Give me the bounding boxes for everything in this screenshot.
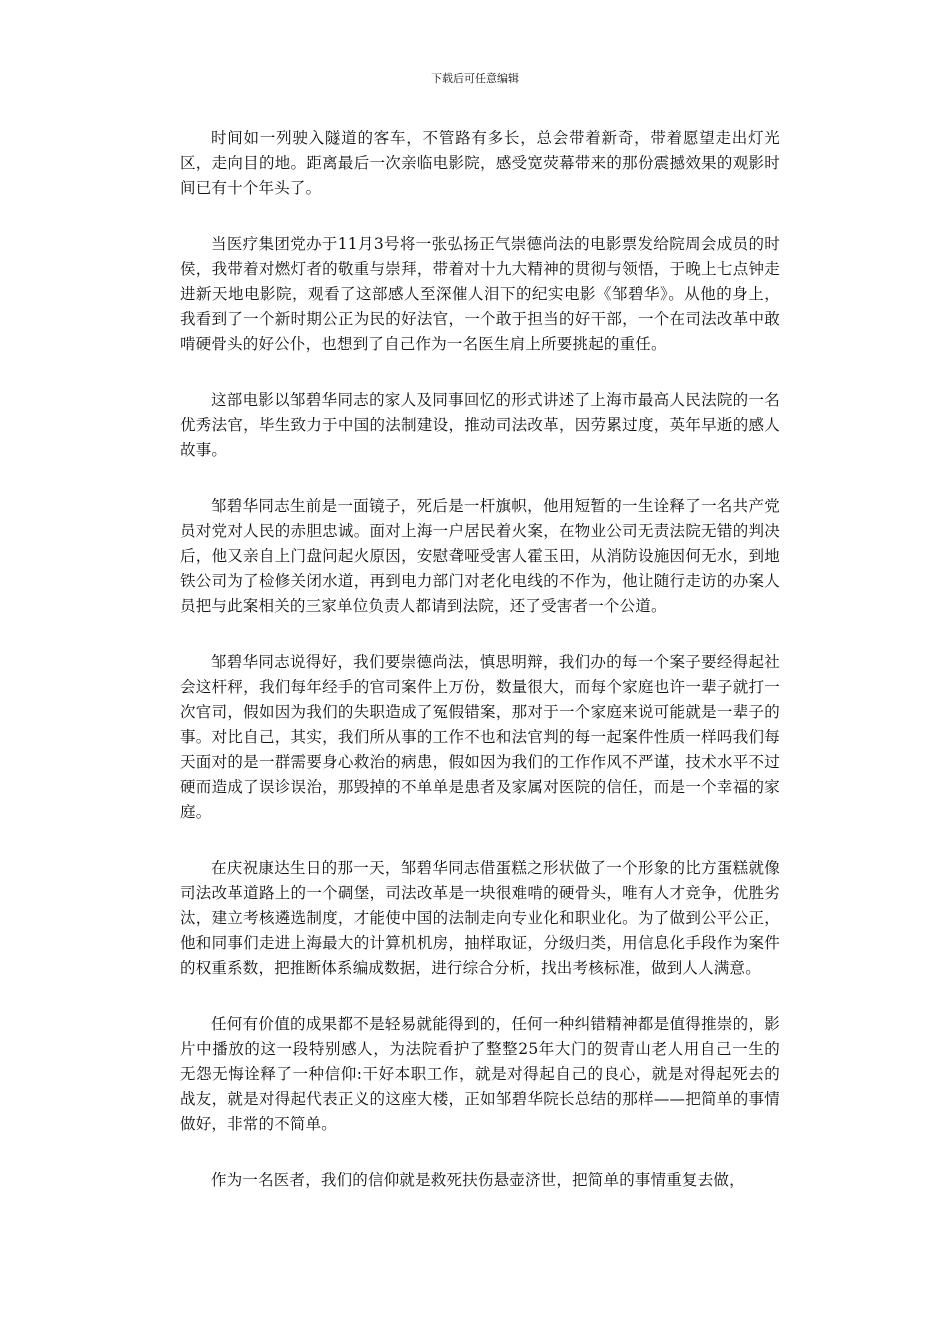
paragraph: 作为一名医者，我们的信仰就是救死扶伤悬壶济世，把简单的事情重复去做， xyxy=(211,1171,745,1189)
paragraph: 时间如一列驶入隧道的客车，不管路有多长，总会带着新奇，带着愿望走出灯光区，走向目的地。距离最后一次亲临电影院，感受宽荧幕带来的那份震撼效果的观影时间已有十个年头了。 xyxy=(180,129,780,197)
paragraph: 在庆祝康达生日的那一天，邹碧华同志借蛋糕之形状做了一个形象的比方蛋糕就像司法改革道路上的一个碉堡，司法改革是一块很难啃的硬骨头，唯有人才竞争，优胜劣汰，建立考核遴选制度，才能使中国的法制走向专业化和职业化。为了做到公平公正，他和同事们走进上海最大的计算机机房，抽样取证，分级归类，用信息化手段作为案件的权重系数，把推断体系编成数据，进行综合分析，找出考核标准，做到人人满意。 xyxy=(180,859,780,977)
paragraph: 当医疗集团党办于11月3号将一张弘扬正气崇德尚法的电影票发给院周会成员的时侯，我带着对燃灯者的敬重与崇拜，带着对十九大精神的贯彻与领悟，于晚上七点钟走进新天地电影院，观看了这部感人至深催人泪下的纪实电影《邹碧华》。从他的身上，我看到了一个新时期公正为民的好法官，一个敢于担当的好干部，一个在司法改革中敢啃硬骨头的好公仆，也想到了自己作为一名医生肩上所要挑起的重任。 xyxy=(180,235,780,353)
page-header-note: 下载后可任意编辑 xyxy=(431,72,519,85)
paragraph: 任何有价值的成果都不是轻易就能得到的，任何一种纠错精神都是值得推崇的，影片中播放的这一段特别感人，为法院看护了整整25年大门的贺青山老人用自己一生的无怨无悔诠释了一种信仰:干好本职工作，就是对得起自己的良心，就是对得起死去的战友，就是对得起代表正义的这座大楼，正如邹碧华院长总结的那样——把简单的事情做好，非常的不简单。 xyxy=(180,1015,780,1133)
article-body xyxy=(180,126,780,1224)
paragraph: 邹碧华同志生前是一面镜子，死后是一杆旗帜，他用短暂的一生诠释了一名共产党员对党对人民的赤胆忠诚。面对上海一户居民着火案，在物业公司无责法院无错的判决后，他又亲自上门盘问起火原因，安慰聋哑受害人霍玉田，从消防设施因何无水，到地铁公司为了检修关闭水道，再到电力部门对老化电线的不作为，他让随行走访的办案人员把与此案相关的三家单位负责人都请到法院，还了受害者一个公道。 xyxy=(180,497,780,615)
paragraph: 邹碧华同志说得好，我们要崇德尚法，慎思明辩，我们办的每一个案子要经得起社会这杆秤，我们每年经手的官司案件上万份，数量很大，而每个家庭也许一辈子就打一次官司，假如因为我们的失职造成了冤假错案，那对于一个家庭来说可能就是一辈子的事。对比自己，其实，我们所从事的工作不也和法官判的每一起案件性质一样吗我们每天面对的是一群需要身心救治的病患，假如因为我们的工作作风不严谨，技术水平不过硬而造成了误诊误治，那毁掉的不单单是患者及家属对医院的信任，而是一个幸福的家庭。 xyxy=(180,653,780,821)
paragraph: 这部电影以邹碧华同志的家人及同事回忆的形式讲述了上海市最高人民法院的一名优秀法官，毕生致力于中国的法制建设，推动司法改革，因劳累过度，英年早逝的感人故事。 xyxy=(180,391,780,459)
